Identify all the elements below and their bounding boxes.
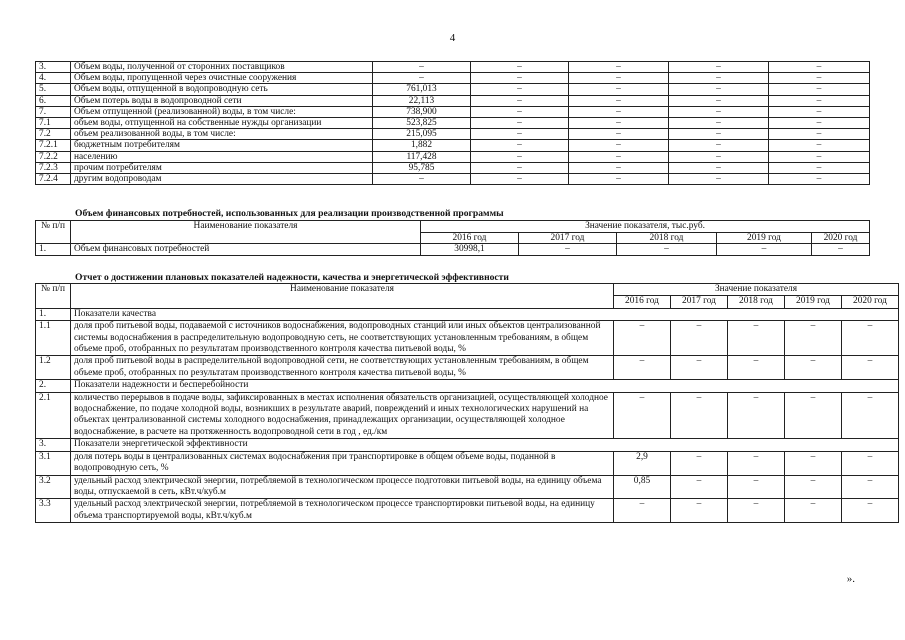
row-name: объем воды, отпущенной на собственные нужды организации xyxy=(71,118,373,129)
row-value: – xyxy=(785,451,842,475)
row-name: другим водопроводам xyxy=(71,174,373,185)
row-value: – xyxy=(669,151,769,162)
row-value: – xyxy=(519,244,617,256)
section-num: 3. xyxy=(36,439,71,451)
row-value: – xyxy=(669,140,769,151)
row-value: – xyxy=(669,95,769,106)
report-title: Отчет о достижении плановых показателей надежности, качества и энергетической эффективности xyxy=(75,272,509,283)
row-value: – xyxy=(669,106,769,117)
row-value: – xyxy=(569,106,669,117)
row-value: – xyxy=(785,356,842,380)
row-value: – xyxy=(569,129,669,140)
year-header: 2016 год xyxy=(614,296,671,308)
table-row xyxy=(36,174,870,185)
financial-title: Объем финансовых потребностей, использованных для реализации производственной программы xyxy=(75,208,504,219)
table-row xyxy=(36,140,870,151)
table-row xyxy=(36,392,899,439)
year-header: 2017 год xyxy=(671,296,728,308)
row-name: Объем потерь воды в водопроводной сети xyxy=(71,95,373,106)
table-row xyxy=(36,475,899,499)
row-name: Объем воды, пропущенной через очистные сооружения xyxy=(71,73,373,84)
row-value: – xyxy=(569,151,669,162)
row-value: 0,85 xyxy=(614,475,671,499)
row-value: – xyxy=(569,140,669,151)
row-value: – xyxy=(769,118,870,129)
row-name: Объем воды, полученной от сторонних поставщиков xyxy=(71,62,373,73)
row-value: – xyxy=(614,392,671,439)
row-num: 5. xyxy=(36,84,71,95)
year-header: 2020 год xyxy=(842,296,899,308)
row-num: 7.2.4 xyxy=(36,174,71,185)
row-value: – xyxy=(842,499,899,523)
row-value: – xyxy=(471,129,569,140)
row-value: – xyxy=(471,162,569,173)
year-header: 2016 год xyxy=(421,232,519,244)
section-num: 2. xyxy=(36,380,71,392)
section-name: Показатели энергетической эффективности xyxy=(71,439,899,451)
row-value: 117,428 xyxy=(373,151,471,162)
row-value: – xyxy=(769,174,870,185)
table-row xyxy=(36,451,899,475)
col-value-header: Значение показателя xyxy=(614,284,899,296)
row-value: 1,882 xyxy=(373,140,471,151)
row-value: 95,785 xyxy=(373,162,471,173)
row-num: 6. xyxy=(36,95,71,106)
indicators-table xyxy=(35,283,899,523)
row-num: 7.2.2 xyxy=(36,151,71,162)
year-header: 2019 год xyxy=(785,296,842,308)
row-value: – xyxy=(728,321,785,356)
row-value: 761,013 xyxy=(373,84,471,95)
col-name-header: Наименование показателя xyxy=(71,284,614,309)
row-value: – xyxy=(728,356,785,380)
row-name: доля потерь воды в централизованных системах водоснабжения при транспортировке в общем объеме воды, поданной в водопроводную сеть, % xyxy=(71,451,614,475)
row-value: – xyxy=(728,499,785,523)
row-value: – xyxy=(671,499,728,523)
row-value: – xyxy=(671,475,728,499)
row-name: Объем воды, отпущенной в водопроводную сеть xyxy=(71,84,373,95)
row-value: – xyxy=(471,95,569,106)
row-value: – xyxy=(471,84,569,95)
col-num-header: № п/п xyxy=(36,284,71,309)
row-num: 1.1 xyxy=(36,321,71,356)
row-value: – xyxy=(785,499,842,523)
row-value: – xyxy=(769,151,870,162)
table-row xyxy=(36,244,870,256)
table-row xyxy=(36,62,870,73)
row-num: 4. xyxy=(36,73,71,84)
section-row xyxy=(36,439,899,451)
year-header: 2017 год xyxy=(519,232,617,244)
row-value: – xyxy=(785,475,842,499)
row-value: – xyxy=(671,356,728,380)
row-value: – xyxy=(769,73,870,84)
section-row xyxy=(36,380,899,392)
row-name: количество перерывов в подаче воды, зафиксированных в местах исполнения обязательств организацией, осуществляющей холодное водоснабжение, по подаче холодной воды, возникших в результате аварий, повреждений и иных технологических нарушений на объектах централизованной системы холодного водоснабжения, принадлежащих организации, осуществляющей холодное водоснабжение, в расчете на протяженность водопроводной сети в год , ед./км xyxy=(71,392,614,439)
row-value: 22,113 xyxy=(373,95,471,106)
row-num: 7. xyxy=(36,106,71,117)
row-value: – xyxy=(769,129,870,140)
row-name: бюджетным потребителям xyxy=(71,140,373,151)
row-value: – xyxy=(769,162,870,173)
row-num: 7.2.1 xyxy=(36,140,71,151)
row-value: – xyxy=(373,174,471,185)
row-value: – xyxy=(842,451,899,475)
closing-quote: ». xyxy=(846,573,855,585)
row-num: 1.2 xyxy=(36,356,71,380)
row-num: 7.2 xyxy=(36,129,71,140)
row-value: – xyxy=(669,84,769,95)
col-num-header: № п/п xyxy=(36,221,71,244)
section-name: Показатели качества xyxy=(71,308,899,320)
row-num: 1. xyxy=(36,244,71,256)
table-row xyxy=(36,106,870,117)
row-value: – xyxy=(373,73,471,84)
year-header: 2020 год xyxy=(812,232,870,244)
row-value: – xyxy=(842,475,899,499)
row-value: – xyxy=(769,140,870,151)
row-value: – xyxy=(471,62,569,73)
year-header: 2018 год xyxy=(728,296,785,308)
col-name-header: Наименование показателя xyxy=(71,221,421,244)
row-value: – xyxy=(471,174,569,185)
page-number: 4 xyxy=(449,32,456,44)
row-value: 738,900 xyxy=(373,106,471,117)
row-value: – xyxy=(569,95,669,106)
table-row xyxy=(36,73,870,84)
row-num: 3. xyxy=(36,62,71,73)
row-value: – xyxy=(669,62,769,73)
row-value: 215,095 xyxy=(373,129,471,140)
row-num: 3.2 xyxy=(36,475,71,499)
row-value: – xyxy=(617,244,717,256)
row-value: – xyxy=(812,244,870,256)
row-num: 7.2.3 xyxy=(36,162,71,173)
row-value: – xyxy=(671,451,728,475)
row-value: – xyxy=(471,106,569,117)
row-value: – xyxy=(471,140,569,151)
row-value: – xyxy=(669,174,769,185)
water-volume-table xyxy=(35,61,870,185)
row-name: доля проб питьевой воды в распределительной водопроводной сети, не соответствующих установленным требованиям, в общем объеме проб, отобранных по результатам производственного контроля качества питьевой воды, % xyxy=(71,356,614,380)
table-row xyxy=(36,356,899,380)
row-value: – xyxy=(671,392,728,439)
row-value: 523,825 xyxy=(373,118,471,129)
table-row xyxy=(36,118,870,129)
year-header: 2018 год xyxy=(617,232,717,244)
table-row xyxy=(36,162,870,173)
row-value: 30998,1 xyxy=(421,244,519,256)
row-value: – xyxy=(842,356,899,380)
row-value: – xyxy=(569,118,669,129)
row-value: – xyxy=(569,62,669,73)
row-name: удельный расход электрической энергии, потребляемой в технологическом процессе подготовки питьевой воды, на единицу объема воды, отпускаемой в сеть, кВт.ч/куб.м xyxy=(71,475,614,499)
row-value: – xyxy=(471,118,569,129)
row-num: 3.1 xyxy=(36,451,71,475)
row-value: – xyxy=(614,356,671,380)
row-value: – xyxy=(373,62,471,73)
financial-table xyxy=(35,220,870,256)
table-row xyxy=(36,499,899,523)
table-row xyxy=(36,84,870,95)
row-value: – xyxy=(669,129,769,140)
row-value: – xyxy=(785,321,842,356)
row-value: – xyxy=(728,392,785,439)
row-value: – xyxy=(769,62,870,73)
table-row xyxy=(36,95,870,106)
table-row xyxy=(36,129,870,140)
row-num: 3.3 xyxy=(36,499,71,523)
section-num: 1. xyxy=(36,308,71,320)
row-value: – xyxy=(842,321,899,356)
row-num: 7.1 xyxy=(36,118,71,129)
row-value: – xyxy=(769,95,870,106)
row-name: населению xyxy=(71,151,373,162)
col-value-header: Значение показателя, тыс.руб. xyxy=(421,221,870,233)
row-value: – xyxy=(569,73,669,84)
row-value: – xyxy=(669,118,769,129)
section-row xyxy=(36,308,899,320)
row-value: – xyxy=(614,321,671,356)
row-value: – xyxy=(728,475,785,499)
year-header: 2019 год xyxy=(717,232,812,244)
row-name: Объем отпущенной (реализованной) воды, в том числе: xyxy=(71,106,373,117)
row-value: 2,9 xyxy=(614,451,671,475)
row-value: – xyxy=(728,451,785,475)
section-name: Показатели надежности и бесперебойности xyxy=(71,380,899,392)
row-value: – xyxy=(769,84,870,95)
row-value: – xyxy=(471,73,569,84)
row-name: объем реализованной воды, в том числе: xyxy=(71,129,373,140)
row-name: удельный расход электрической энергии, потребляемой в технологическом процессе транспортировки питьевой воды, на единицу объема транспортируемой воды, кВт.ч/куб.м xyxy=(71,499,614,523)
table-row xyxy=(36,321,899,356)
row-value: – xyxy=(614,499,671,523)
row-value: – xyxy=(569,84,669,95)
row-value: – xyxy=(669,162,769,173)
row-name: доля проб питьевой воды, подаваемой с источников водоснабжения, водопроводных станций или иных объектов централизованной системы водоснабжения в распределительную водопроводную сеть, не соответствующих установленным требованиям, в общем объеме проб, отобранных по результатам производственного контроля качества питьевой воды, % xyxy=(71,321,614,356)
row-value: – xyxy=(569,162,669,173)
row-value: – xyxy=(785,392,842,439)
row-value: – xyxy=(671,321,728,356)
table-row xyxy=(36,151,870,162)
row-name: прочим потребителям xyxy=(71,162,373,173)
row-value: – xyxy=(669,73,769,84)
row-num: 2.1 xyxy=(36,392,71,439)
row-value: – xyxy=(471,151,569,162)
row-value: – xyxy=(717,244,812,256)
row-value: – xyxy=(842,392,899,439)
row-value: – xyxy=(769,106,870,117)
row-value: – xyxy=(569,174,669,185)
row-name: Объем финансовых потребностей xyxy=(71,244,421,256)
